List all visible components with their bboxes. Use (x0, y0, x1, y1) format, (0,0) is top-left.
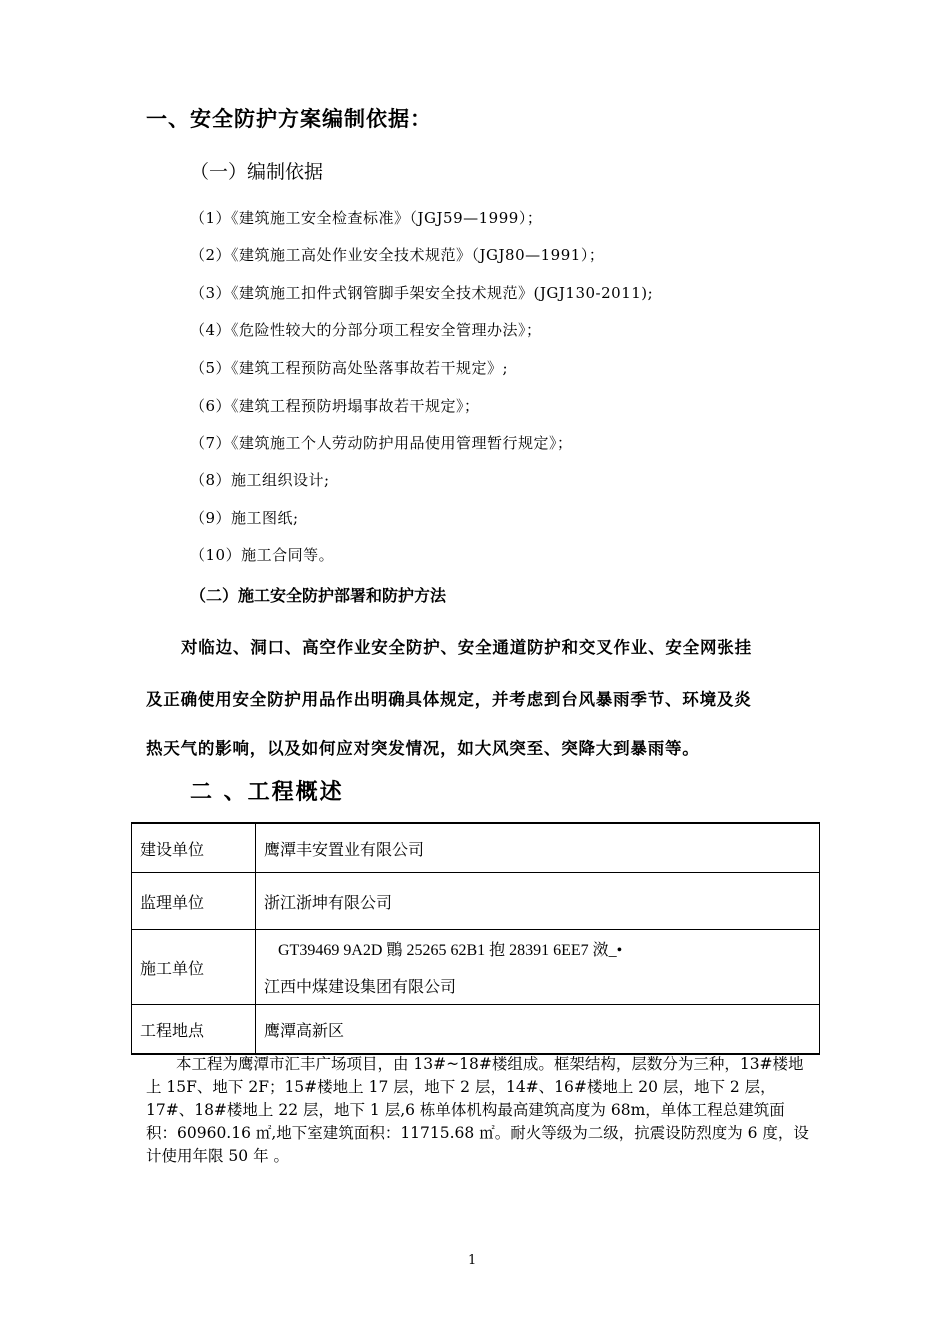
reference-item: （10）施工合同等。 (190, 546, 335, 564)
table-label: 监理单位 (132, 873, 256, 930)
project-overview: 本工程为鹰潭市汇丰广场项目，由 13#~18#楼组成。框架结构，层数分为三种，13#楼地上 15F、地下 2F；15#楼地上 17 层，地下 2 层，14#、16#楼地上 20 层，地下 2 层，17#、18#楼地上 22 层，地下 1 层,6 栋单体机构最高建筑高度为 68m，单体工程总建筑面积：60960.16 ㎡,地下室建筑面积：11715.68 ㎡。耐火等级为二级，抗震设防烈度为 6 度，设计使用年限 50 年 。 (146, 1055, 809, 1165)
project-info-table (131, 822, 820, 1055)
table-label: 施工单位 (132, 930, 256, 1005)
sub2-title: （二）施工安全防护部署和防护方法 (190, 586, 447, 605)
reference-item: （4）《危险性较大的分部分项工程安全管理办法》； (190, 321, 542, 339)
table-value: 鹰潭高新区 (256, 1005, 820, 1055)
table-value-cell (256, 930, 820, 1005)
table-row (132, 930, 820, 1005)
paragraph-line: 及正确使用安全防护用品作出明确具体规定，并考虑到台风暴雨季节、环境及炎 (146, 690, 752, 709)
table-value: 江西中煤建设集团有限公司 (264, 977, 457, 996)
reference-item: （1）《建筑施工安全检查标准》（JGJ59—1999）； (190, 209, 543, 227)
reference-item: （9）施工图纸; (190, 509, 299, 527)
table-value: 鹰潭丰安置业有限公司 (256, 823, 820, 873)
reference-item: （8）施工组织设计; (190, 471, 330, 489)
sub1-title: （一）编制依据 (190, 161, 324, 183)
paragraph-line: 热天气的影响，以及如何应对突发情况，如大风突至、突降大到暴雨等。 (146, 739, 700, 758)
table-row (132, 873, 820, 930)
section2-title: 二 、工程概述 (190, 780, 344, 805)
table-value: 浙江浙坤有限公司 (256, 873, 820, 930)
reference-item: （6）《建筑工程预防坍塌事故若干规定》； (190, 397, 480, 415)
paragraph-line: 对临边、洞口、高空作业安全防护、安全通道防护和交叉作业、安全网张挂 (181, 638, 752, 657)
reference-item: （3）《建筑施工扣件式钢管脚手架安全技术规范》(JGJ130-2011); (190, 284, 654, 302)
table-label: 工程地点 (132, 1005, 256, 1055)
reference-item: （7）《建筑施工个人劳动防护用品使用管理暂行规定》； (190, 434, 573, 452)
garbled-text: GT39469 9A2D 鷶 25265 62B1 抱 28391 6EE7 滧_• (278, 942, 623, 959)
table-label: 建设单位 (132, 823, 256, 873)
reference-item: （2）《建筑施工高处作业安全技术规范》（JGJ80—1991）； (190, 246, 605, 264)
table-row (132, 1005, 820, 1055)
section1-title: 一、安全防护方案编制依据： (146, 107, 432, 131)
reference-item: （5）《建筑工程预防高处坠落事故若干规定》; (190, 359, 509, 377)
table-row (132, 823, 820, 873)
page-number: 1 (468, 1253, 477, 1268)
